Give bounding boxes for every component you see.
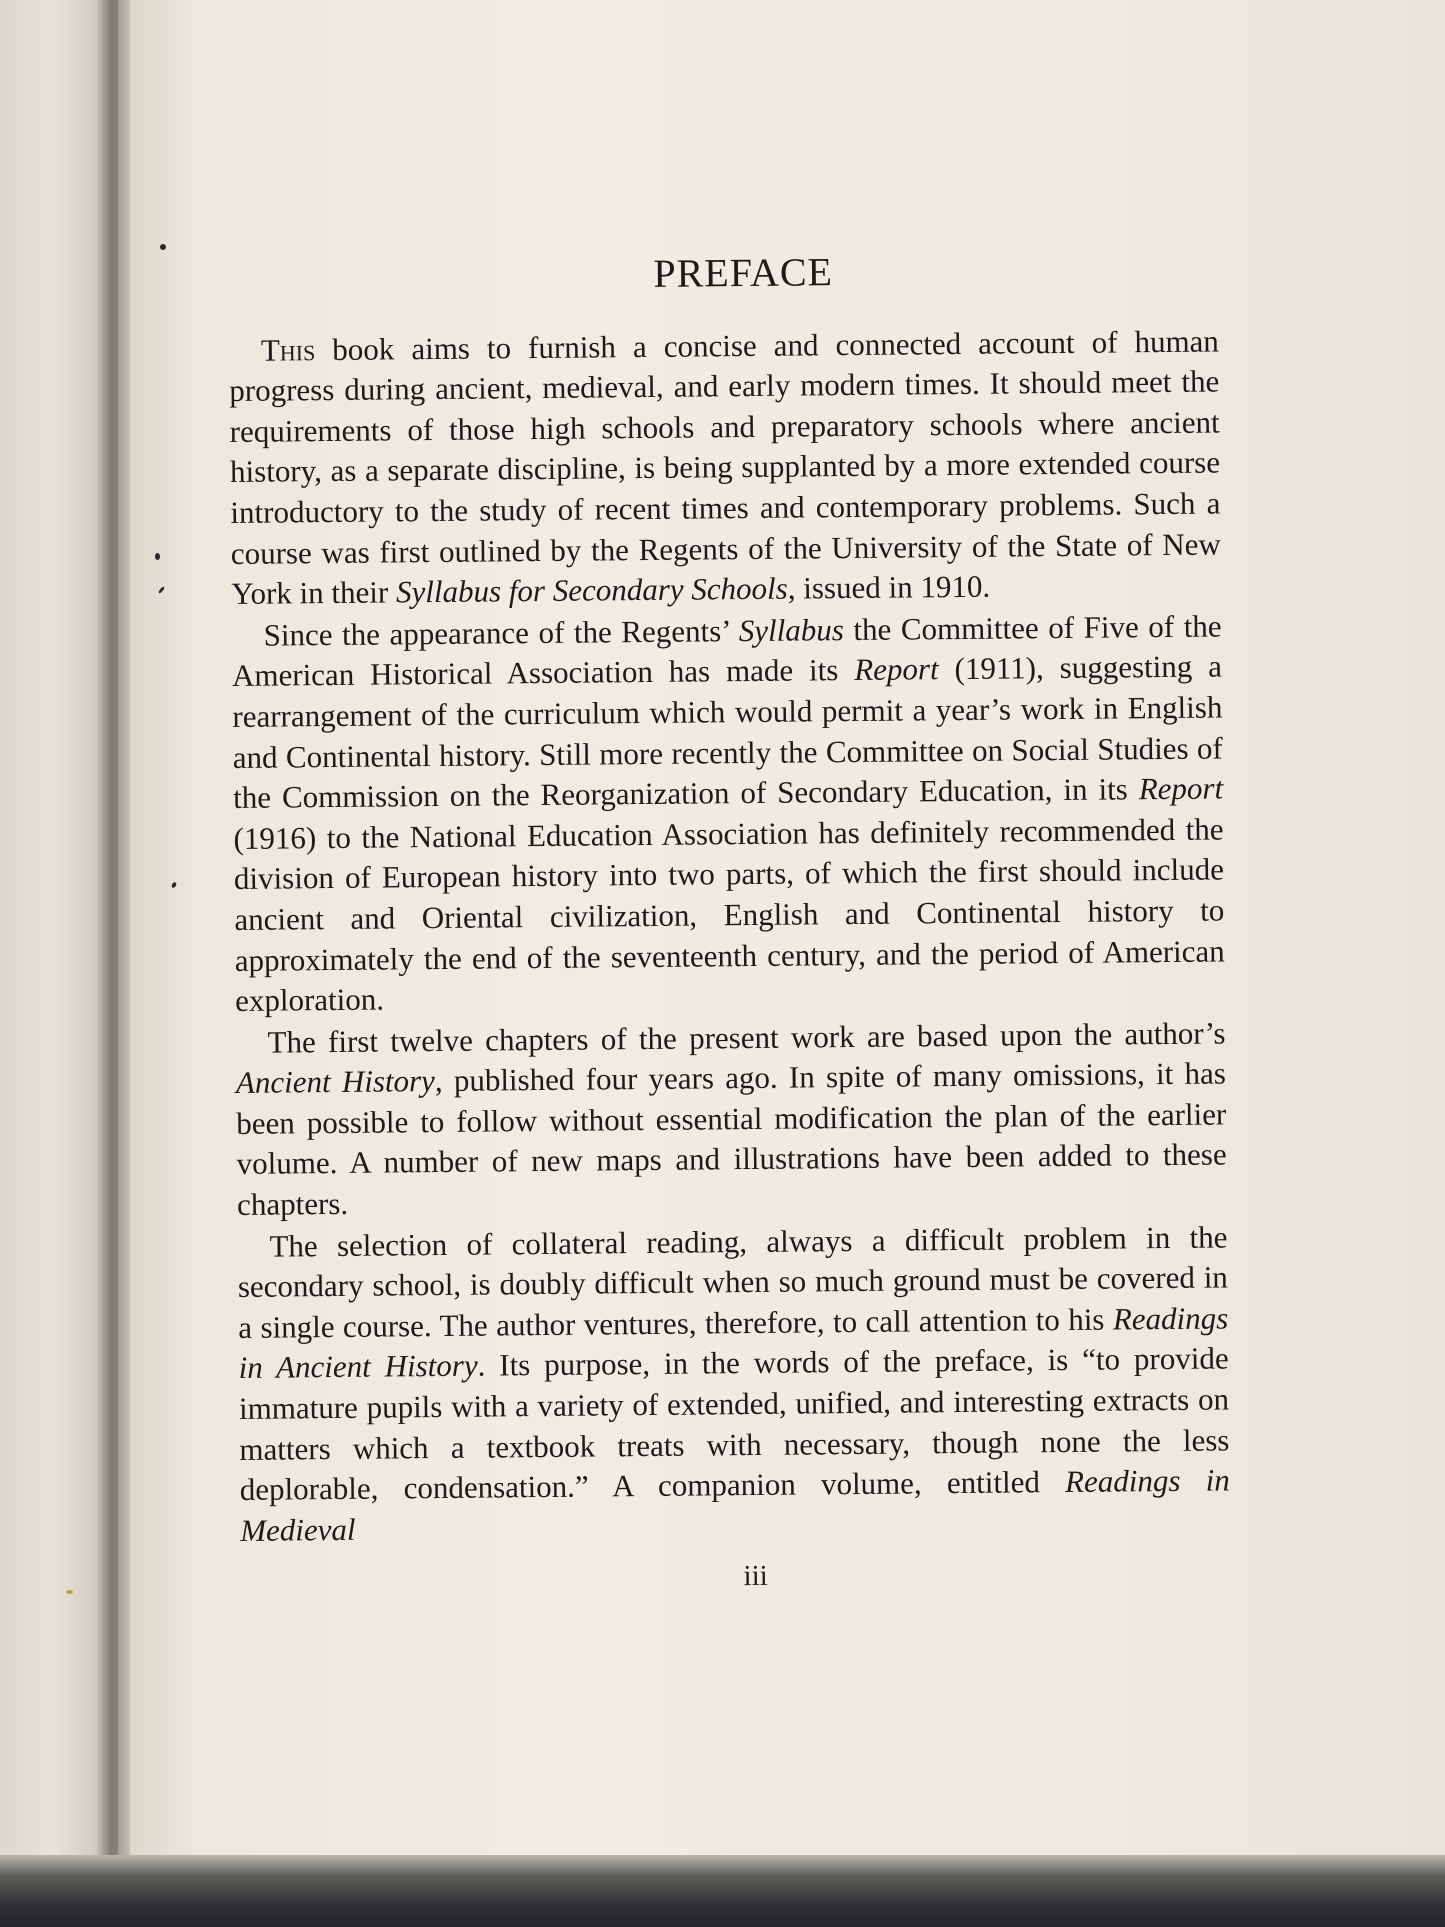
ink-speck	[155, 553, 160, 560]
italic-title: Syllabus	[738, 611, 845, 648]
italic-title: Readings in Ancient History	[238, 1300, 1229, 1386]
paragraph-2	[231, 606, 1225, 1021]
paragraph-1	[229, 321, 1222, 615]
paragraph-3	[235, 1013, 1227, 1225]
text-segment: Since the appearance of the Regents’	[263, 612, 739, 653]
text-segment: book aims to furnish a concise and connected account of human progress during ancient, medieval, and early modern times. It should meet the requirements of those high schools and preparatory schools where ancient history, as a separate discipline, is being supplanted by a more extended course introductory to the study of recent times and contemporary problems. Such a course was first outlined by the Regents of the University of the State of New York in their	[229, 323, 1221, 612]
page-number: iii	[743, 1560, 768, 1593]
text-segment: . Its purpose, in the words of the preface, is “to provide immature pupils with a variety of extended, unified, and interesting extracts on matters which a textbook treats with necessary, though none the less deplorable, condensation.” A companion volume, entitled	[238, 1340, 1230, 1508]
lead-word: This	[260, 331, 316, 368]
text-segment: (1916) to the National Education Association has definitely recommended the division of European history into two parts, of which the first should include ancient and Oriental civilization, English and Continental history to approximately the end of the seventeenth century, and the period of American exploration.	[233, 811, 1225, 1019]
page-title: PREFACE	[653, 249, 834, 296]
italic-title: Readings in Medieval	[240, 1462, 1230, 1548]
italic-title: Report	[1138, 770, 1224, 807]
page-bottom-edge	[0, 1855, 1445, 1927]
ink-speck	[66, 1590, 73, 1594]
text-segment: the Committee of Five of the American Historical Association has made its	[231, 608, 1222, 694]
preface-text	[228, 248, 1231, 1601]
ink-speck	[160, 244, 166, 250]
italic-title: Ancient History	[235, 1063, 436, 1101]
text-segment: The first twelve chapters of the present work are based upon the author’s	[267, 1015, 1226, 1060]
paragraph-4	[237, 1217, 1230, 1551]
text-segment: , published four years ago. In spite of many omissions, it has been possible to follow without essential modification the plan of the earlier volume. A number of new maps and illustrations have been added to these chapters.	[236, 1055, 1227, 1223]
text-segment: (1911), suggesting a rearrangement of the curriculum which would permit a year’s work in English and Continental history. Still more recently the Committee on Social Studies of the Commission on the Reorganization of Secondary Education, in its	[232, 648, 1223, 816]
text-segment: The selection of collateral reading, always a difficult problem in the secondary school, is doubly difficult when so much ground must be covered in a single course. The author ventures, therefore, to call attention to his	[237, 1219, 1228, 1345]
italic-title: Report	[854, 651, 939, 688]
italic-title: Syllabus for Secondary Schools	[395, 570, 788, 610]
binding-gutter	[96, 0, 130, 1880]
text-segment: , issued in 1910.	[787, 568, 991, 606]
